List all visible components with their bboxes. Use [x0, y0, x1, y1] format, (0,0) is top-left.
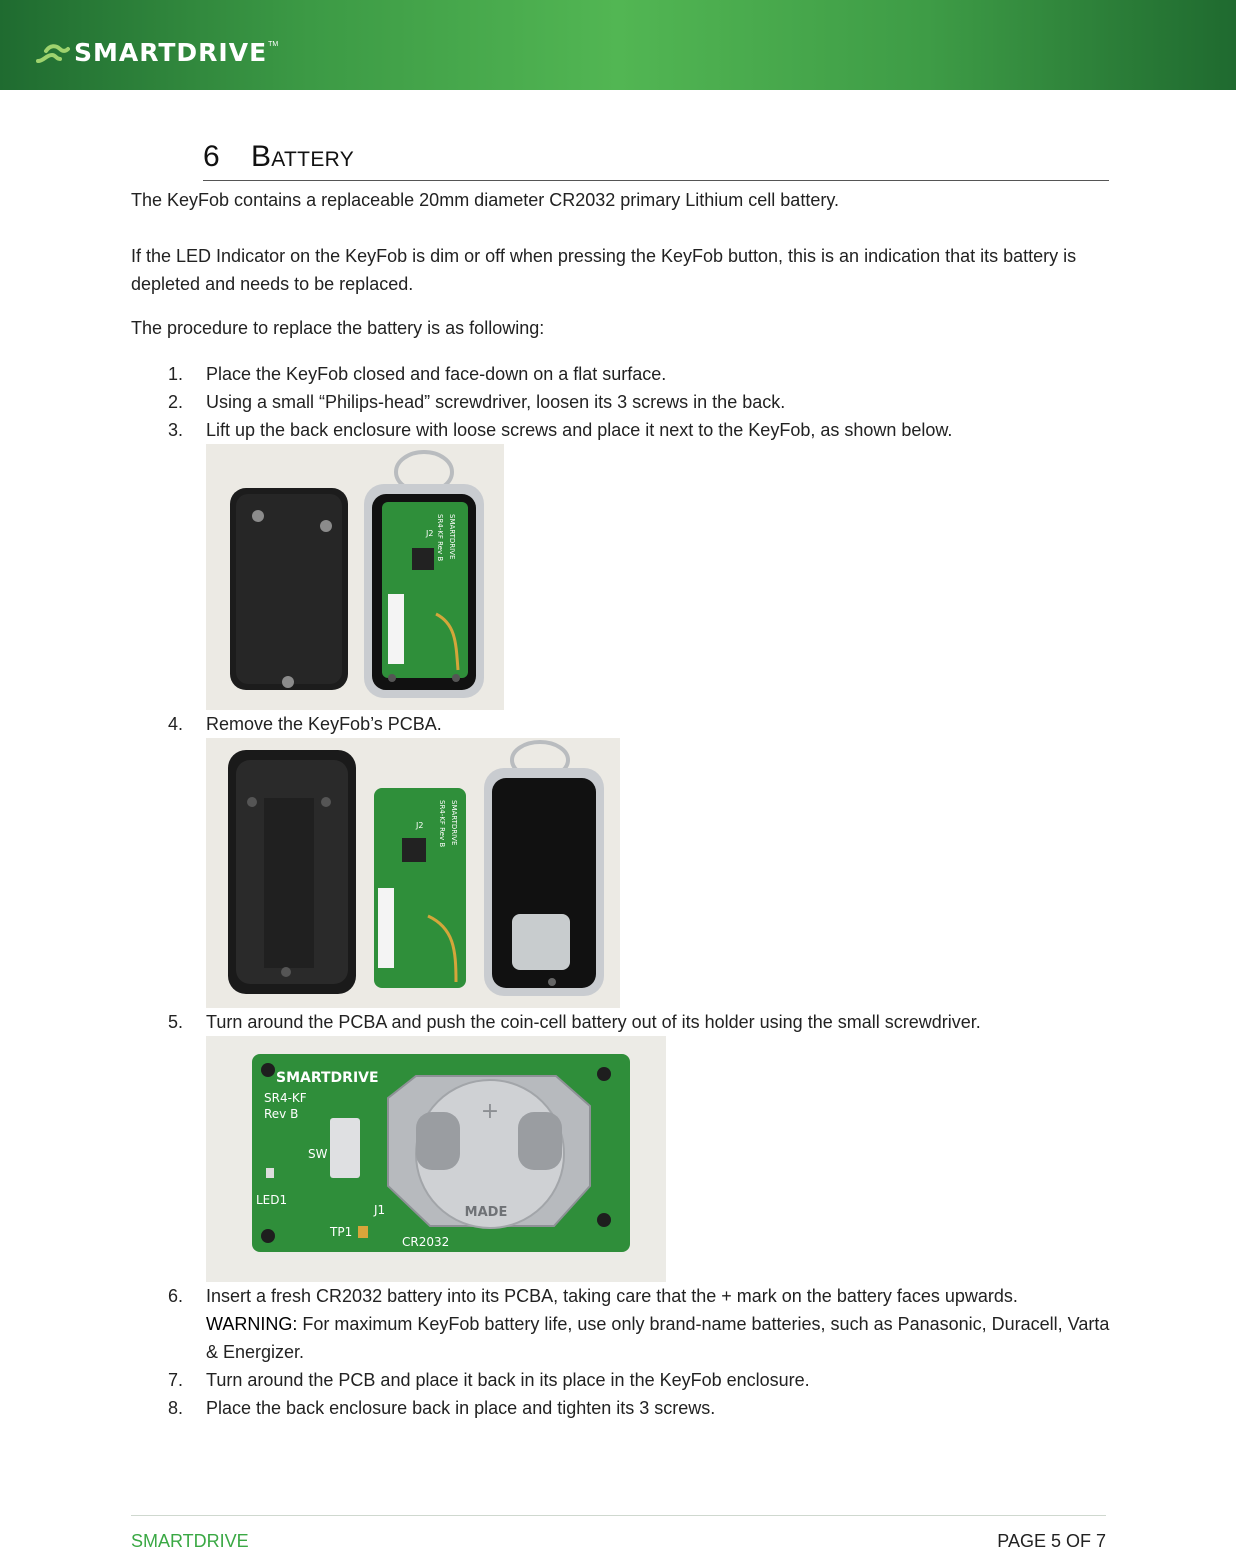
- pcb-model-text: SR4-KF: [264, 1091, 307, 1105]
- battery-made-text: MADE: [464, 1205, 508, 1220]
- pcb-brand-mark: SMARTDRIVE: [448, 514, 456, 560]
- paragraph-procedure: The procedure to replace the battery is as following:: [131, 318, 545, 338]
- logo-wordmark: SMARTDRIVE: [74, 38, 268, 67]
- pcb-tp1-label: TP1: [330, 1225, 353, 1239]
- warning-text: For maximum KeyFob battery life, use only brand-name batteries, such as Panasonic, Duracell, Varta & Energizer.: [206, 1314, 1110, 1362]
- warning-note: [206, 1310, 1113, 1366]
- step-text: Turn around the PCB and place it back in its place in the KeyFob enclosure.: [206, 1370, 810, 1390]
- paragraph-led-indicator: If the LED Indicator on the KeyFob is dim or off when pressing the KeyFob button, this is an indication that its battery is depleted and needs to be replaced.: [131, 246, 1077, 294]
- step-text: Insert a fresh CR2032 battery into its PCBA, taking care that the + mark on the battery faces upwards.: [206, 1286, 1018, 1306]
- list-item: [168, 1008, 1113, 1282]
- pcb-led-label: LED1: [256, 1193, 288, 1207]
- list-item: [168, 388, 1113, 416]
- step-number: 1.: [168, 364, 184, 384]
- pcb-model-mark: SR4-KF Rev B: [438, 800, 446, 848]
- pcb-brand-text: SMARTDRIVE: [276, 1070, 379, 1086]
- pcba-battery-photo: [206, 1036, 666, 1282]
- pcb-brand-mark: SMARTDRIVE: [450, 800, 458, 846]
- pcb-model-mark: SR4-KF Rev B: [436, 514, 444, 562]
- pcb-connector-label: J2: [416, 821, 424, 830]
- step-number: 8.: [168, 1398, 184, 1418]
- smartdrive-logo: [36, 38, 278, 67]
- step-text: Place the back enclosure back in place and tighten its 3 screws.: [206, 1398, 716, 1418]
- logo-trademark: TM: [268, 41, 279, 48]
- step-text: Place the KeyFob closed and face-down on a flat surface.: [206, 364, 667, 384]
- step-text: Turn around the PCBA and push the coin-cell battery out of its holder using the small screwdriver.: [206, 1012, 981, 1032]
- footer-page-number: PAGE 5 OF 7: [997, 1531, 1106, 1551]
- pcb-sw-label: SW: [308, 1147, 328, 1161]
- step-number: 4.: [168, 714, 184, 734]
- list-item: [168, 1394, 1113, 1422]
- list-item: [168, 1282, 1113, 1366]
- step-number: 5.: [168, 1012, 184, 1032]
- battery-plus-mark: +: [480, 1099, 500, 1124]
- pcb-cr2032-label: CR2032: [402, 1235, 450, 1249]
- step-number: 3.: [168, 420, 184, 440]
- footer-divider: [131, 1515, 1106, 1516]
- step-text: Lift up the back enclosure with loose screws and place it next to the KeyFob, as shown below.: [206, 420, 953, 440]
- footer-brand: SMARTDRIVE: [131, 1531, 249, 1551]
- procedure-steps: [168, 360, 1113, 1422]
- pcb-j1-label: J1: [374, 1203, 386, 1217]
- header-banner: [0, 0, 1236, 90]
- pcb-switch: [330, 1118, 360, 1178]
- list-item: [168, 1366, 1113, 1394]
- step-number: 2.: [168, 392, 184, 412]
- step-text: Using a small “Philips-head” screwdriver, loosen its 3 screws in the back.: [206, 392, 786, 412]
- button-cover: [512, 914, 570, 970]
- list-item: [168, 710, 1113, 1008]
- keyfob-opened-photo: [206, 444, 504, 710]
- step-text: Remove the KeyFob’s PCBA.: [206, 714, 442, 734]
- pcb-connector-label: J2: [426, 529, 434, 538]
- step-number: 7.: [168, 1370, 184, 1390]
- smartdrive-swoosh-icon: [36, 41, 70, 65]
- list-item: [168, 416, 1113, 710]
- pcb-revision-text: Rev B: [264, 1107, 299, 1121]
- list-item: [168, 360, 1113, 388]
- section-title: Battery: [251, 140, 355, 173]
- keyfob-disassembled-photo: [206, 738, 620, 1008]
- paragraph-intro: The KeyFob contains a replaceable 20mm diameter CR2032 primary Lithium cell battery.: [131, 190, 839, 210]
- section-number: 6: [203, 140, 220, 173]
- step-number: 6.: [168, 1286, 184, 1306]
- section-heading: [203, 136, 1109, 181]
- warning-label: WARNING:: [206, 1314, 298, 1334]
